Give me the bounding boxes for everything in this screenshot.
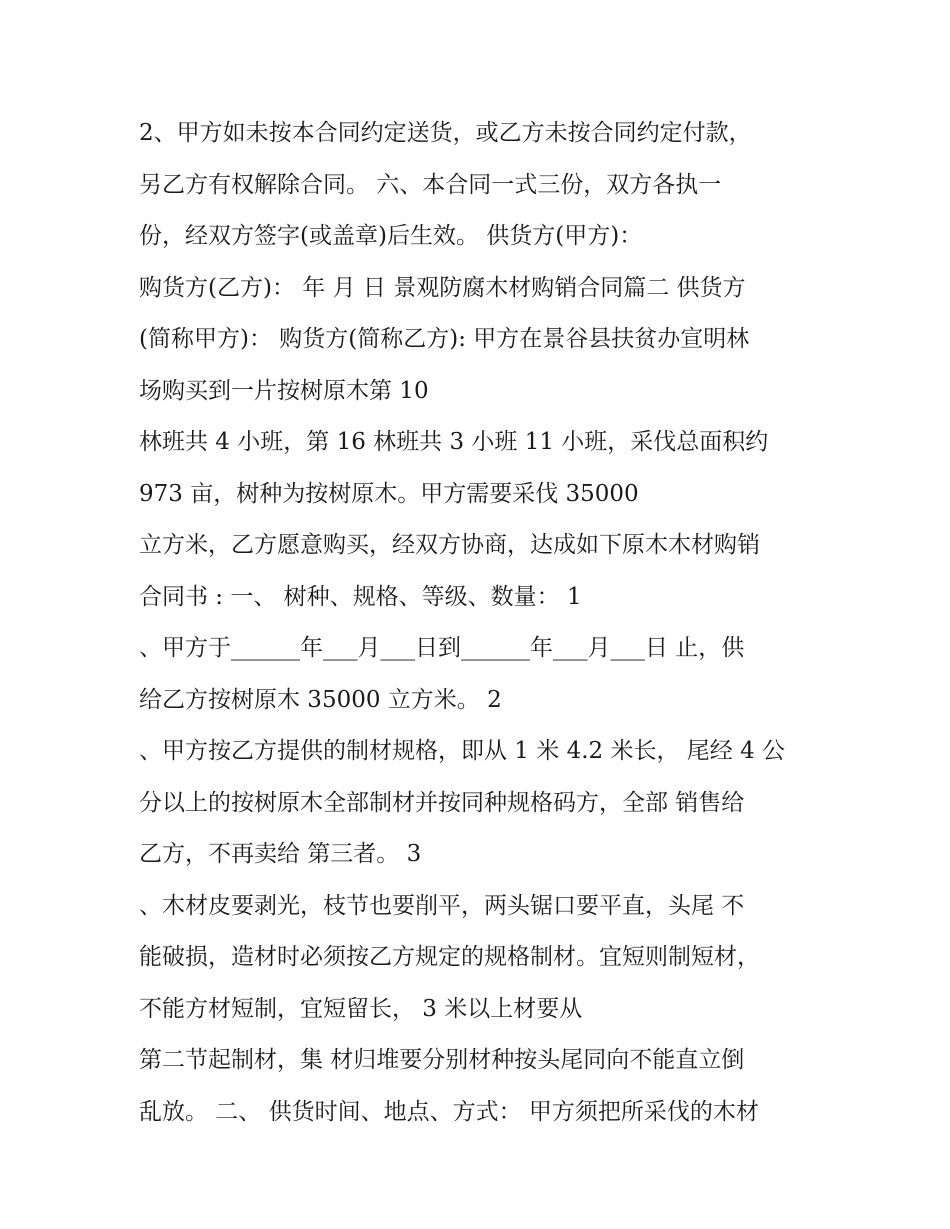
text-line: 能破损，造材时必须按乙方规定的规格制材。宜短则制短材， xyxy=(139,944,760,970)
text-line: 、甲方按乙方提供的制材规格，即从 1 米 4.2 米长， 尾经 4 公 xyxy=(139,738,786,764)
contract-text-block xyxy=(139,108,839,1138)
text-line: 立方米，乙方愿意购买，经双方协商，达成如下原木木材购销 xyxy=(139,532,760,558)
text-line: 合同书 : 一、 树种、规格、等级、数量： 1 xyxy=(139,583,582,610)
text-line: 场购买到一片按树原木第 10 xyxy=(139,377,429,404)
text-line: 给乙方按树原木 35000 立方米。 2 xyxy=(139,686,502,713)
text-line: 、木材皮要剥光，枝节也要削平，两头锯口要平直，头尾 不 xyxy=(139,892,745,919)
text-line: (简称甲方)： 购货方(简称乙方): 甲方在景谷县扶贫办宣明林 xyxy=(139,326,750,352)
text-line: 购货方(乙方)： 年 月 日 景观防腐木材购销合同篇二 供货方 xyxy=(139,274,746,301)
text-line: 乙方，不再卖给 第三者。 3 xyxy=(139,841,422,867)
text-line: 、甲方于______年___月___日到______年___月___日 止，供 xyxy=(139,635,745,661)
text-line: 973 亩，树种为按树原木。甲方需要采伐 35000 xyxy=(139,480,639,507)
text-line: 乱放。 二、 供货时间、地点、方式： 甲方须把所采伐的木材 xyxy=(139,1098,759,1125)
text-line: 第二节起制材，集 材归堆要分别材种按头尾同向不能直立倒 xyxy=(139,1047,745,1073)
text-line: 不能方材短制，宜短留长， 3 米以上材要从 xyxy=(139,995,583,1022)
text-line: 另乙方有权解除合同。 六、本合同一式三份，双方各执一 xyxy=(139,171,722,198)
text-line: 份，经双方签字(或盖章)后生效。 供货方(甲方)： xyxy=(139,223,643,249)
text-line: 林班共 4 小班，第 16 林班共 3 小班 11 小班，采伐总面积约 xyxy=(139,429,769,455)
text-line: 2、甲方如未按本合同约定送货，或乙方未按合同约定付款， xyxy=(139,120,752,146)
text-line: 分以上的按树原木全部制材并按同种规格码方，全部 销售给 xyxy=(139,789,745,816)
